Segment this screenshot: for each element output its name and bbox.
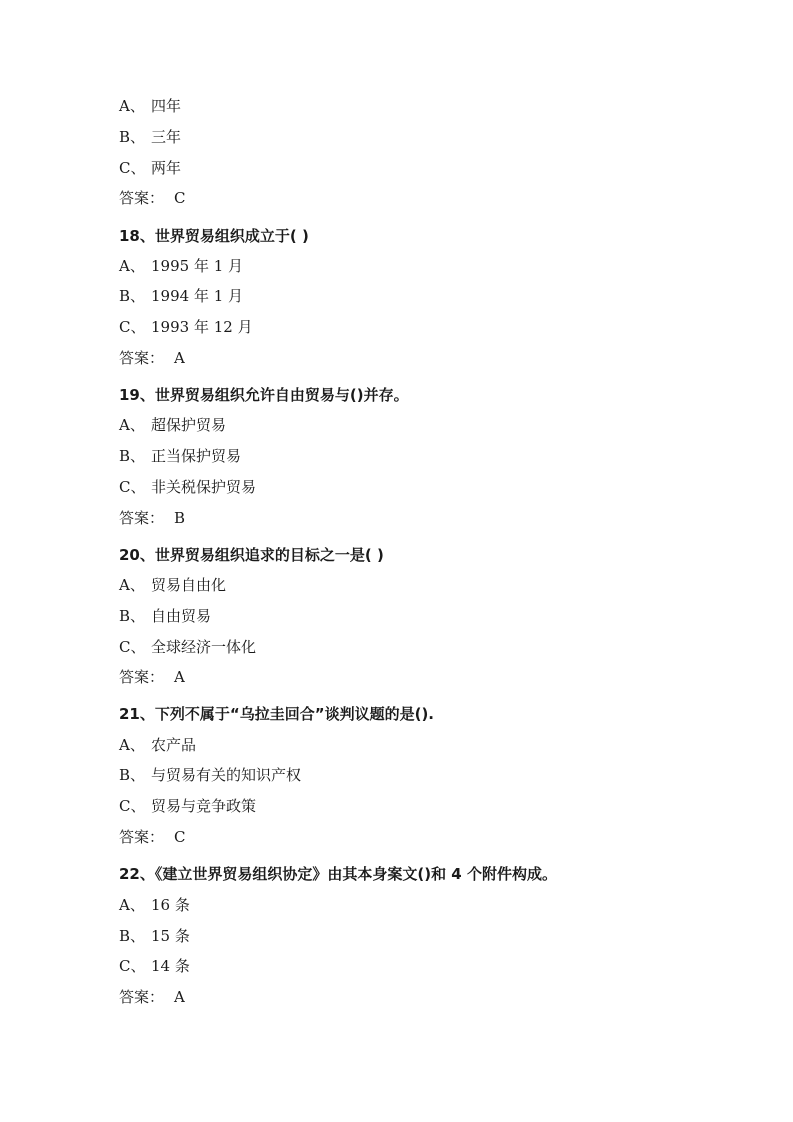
option-b <box>119 446 241 466</box>
option-letter: A、 <box>119 97 145 115</box>
option-text: 非关税保护贸易 <box>151 478 257 496</box>
option-a <box>119 96 181 116</box>
option-text: 农产品 <box>151 736 197 754</box>
option-text: 全球经济一体化 <box>151 638 257 656</box>
question-22: 22、《建立世界贸易组织协定》由其本身案文()和 4 个附件构成。 <box>119 865 557 883</box>
question-20: 20、世界贸易组织追求的目标之一是( ) <box>119 546 384 564</box>
question-21: 21、下列不属于“乌拉圭回合”谈判议题的是(). <box>119 705 435 723</box>
option-text: 1994 年 1 月 <box>151 287 244 305</box>
option-text: 四年 <box>151 97 182 115</box>
answer-label: 答案： <box>119 828 165 846</box>
option-c <box>119 158 181 178</box>
option-letter: B、 <box>119 447 146 465</box>
option-a <box>119 895 190 915</box>
option-letter: A、 <box>119 576 145 594</box>
option-c <box>119 637 256 657</box>
option-letter: B、 <box>119 927 146 945</box>
answer-label: 答案： <box>119 349 165 367</box>
option-text: 14 条 <box>151 957 190 975</box>
option-text: 贸易自由化 <box>151 576 227 594</box>
option-text: 1995 年 1 月 <box>151 257 244 275</box>
option-text: 超保护贸易 <box>151 416 227 434</box>
answer-value: C <box>174 189 186 207</box>
option-letter: B、 <box>119 128 146 146</box>
option-text: 三年 <box>151 128 182 146</box>
answer-value: A <box>174 349 185 367</box>
question-18: 18、世界贸易组织成立于( ) <box>119 227 309 245</box>
answer-line <box>119 188 185 208</box>
answer-value: C <box>174 828 186 846</box>
option-a <box>119 415 226 435</box>
option-text: 正当保护贸易 <box>151 447 242 465</box>
answer-line <box>119 987 185 1007</box>
option-text: 两年 <box>151 159 182 177</box>
option-letter: A、 <box>119 257 145 275</box>
option-c <box>119 796 256 816</box>
answer-label: 答案： <box>119 509 165 527</box>
answer-value: B <box>174 509 186 527</box>
option-letter: B、 <box>119 607 146 625</box>
option-a <box>119 256 243 276</box>
option-text: 自由贸易 <box>151 607 212 625</box>
option-letter: B、 <box>119 766 146 784</box>
option-text: 贸易与竞争政策 <box>151 797 257 815</box>
answer-label: 答案： <box>119 189 165 207</box>
option-text: 1993 年 12 月 <box>151 318 253 336</box>
option-c <box>119 317 253 337</box>
option-text: 16 条 <box>151 896 190 914</box>
option-a <box>119 735 196 755</box>
option-letter: A、 <box>119 896 145 914</box>
option-b <box>119 127 181 147</box>
option-b <box>119 926 190 946</box>
option-letter: C、 <box>119 797 146 815</box>
option-letter: C、 <box>119 318 146 336</box>
option-text: 15 条 <box>151 927 190 945</box>
option-b <box>119 765 301 785</box>
answer-line <box>119 667 185 687</box>
option-c <box>119 956 190 976</box>
option-c <box>119 477 256 497</box>
option-letter: A、 <box>119 416 145 434</box>
option-letter: C、 <box>119 159 146 177</box>
option-letter: C、 <box>119 638 146 656</box>
option-b <box>119 286 243 306</box>
answer-label: 答案： <box>119 988 165 1006</box>
answer-line <box>119 827 185 847</box>
answer-label: 答案： <box>119 668 165 686</box>
option-letter: A、 <box>119 736 145 754</box>
answer-value: A <box>174 668 185 686</box>
option-b <box>119 606 211 626</box>
answer-value: A <box>174 988 185 1006</box>
answer-line <box>119 508 185 528</box>
answer-line <box>119 348 185 368</box>
question-19: 19、世界贸易组织允许自由贸易与()并存。 <box>119 386 409 404</box>
option-letter: C、 <box>119 957 146 975</box>
option-letter: C、 <box>119 478 146 496</box>
option-a <box>119 575 226 595</box>
option-letter: B、 <box>119 287 146 305</box>
option-text: 与贸易有关的知识产权 <box>151 766 302 784</box>
